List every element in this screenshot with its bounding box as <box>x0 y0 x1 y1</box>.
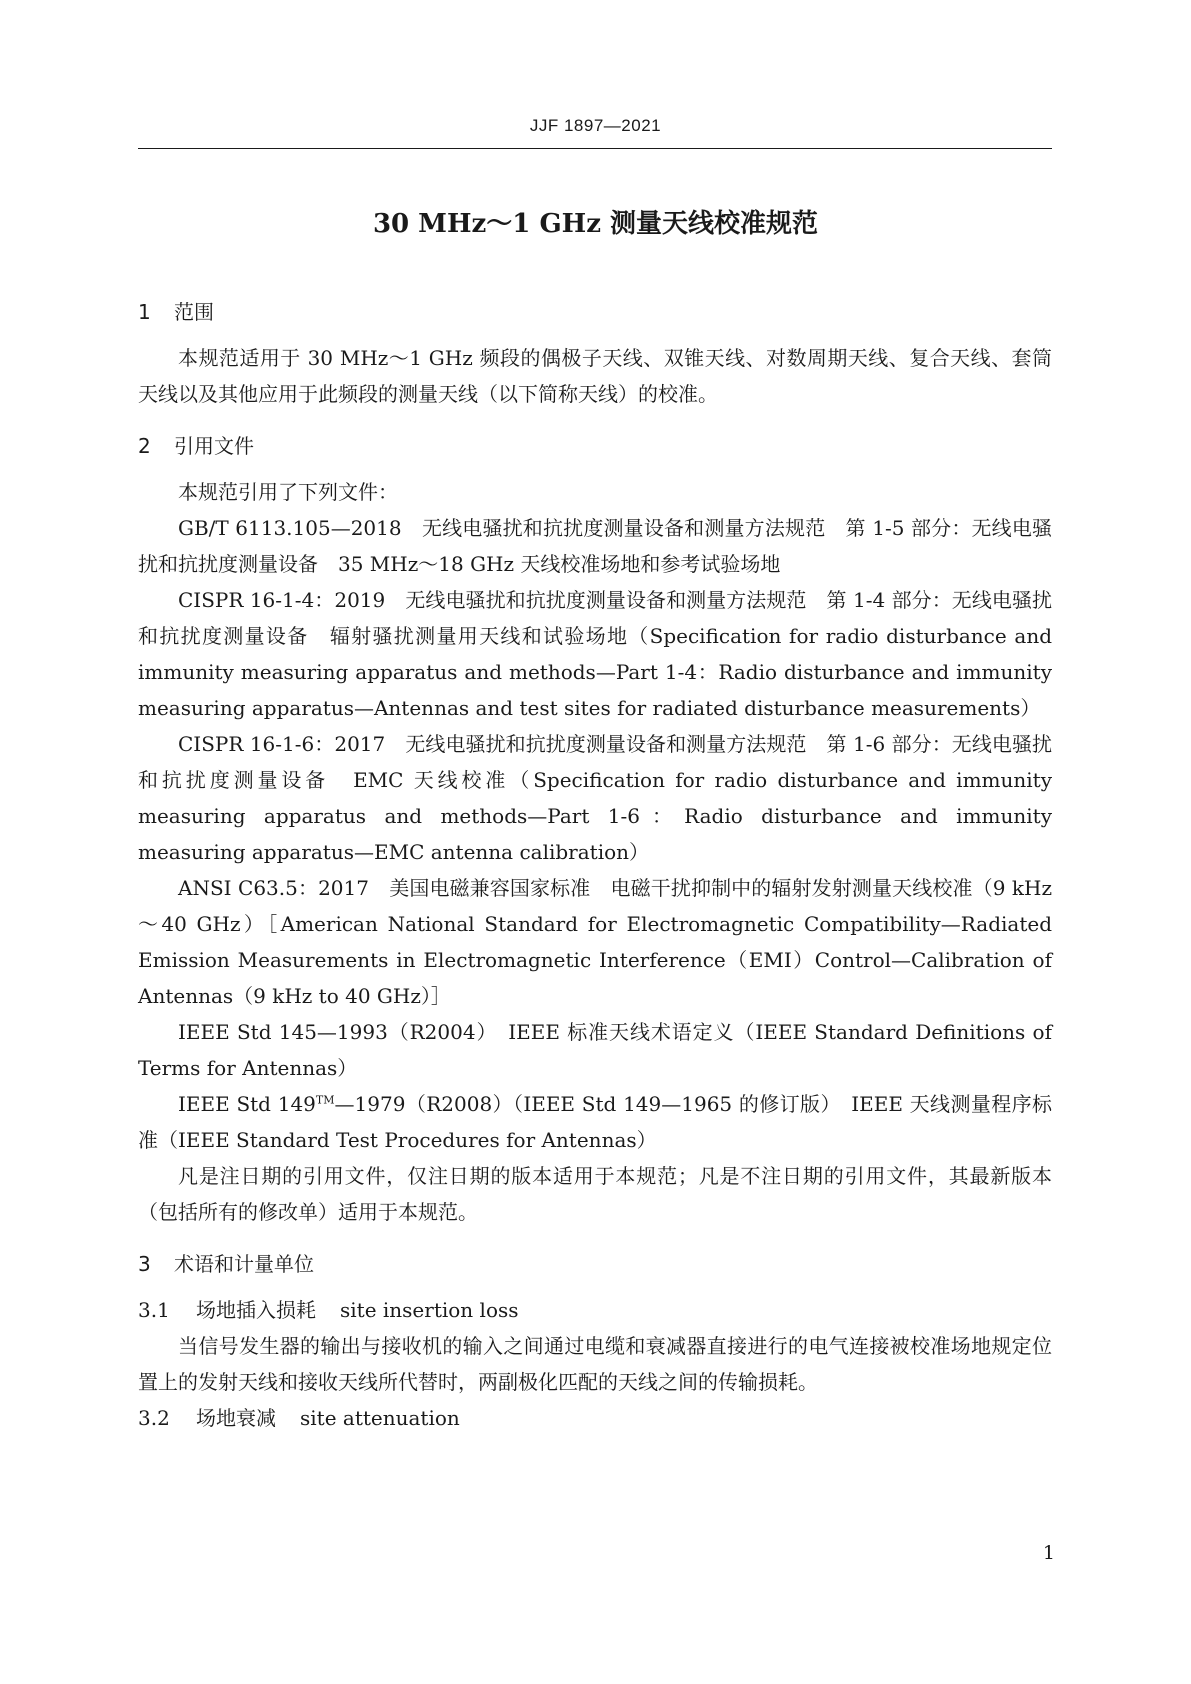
reference-item: IEEE Std 149™—1979（R2008）（IEEE Std 149—1965 的修订版） IEEE 天线测量程序标准（IEEE Standard Test Procedures for Antennas） <box>138 1092 1053 1152</box>
section-3-heading <box>138 1244 1052 1284</box>
term-english: site insertion loss <box>340 1298 519 1322</box>
section-1-heading <box>138 292 1052 332</box>
trademark-superscript: TM <box>315 1093 335 1107</box>
term-chinese: 场地插入损耗 <box>196 1298 316 1322</box>
term-heading <box>138 1400 1052 1436</box>
reference-item: ANSI C63.5：2017 美国电磁兼容国家标准 电磁干扰抑制中的辐射发射测量天线校准（9 kHz～40 GHz）［American National Standard for Electromagnetic Compatibility—Radiated Emission Measurements in Electromagnetic Interference（EMI）Control—Calibration of Antennas（9 kHz to 40 GHz）］ <box>138 876 1052 1008</box>
section-title: 术语和计量单位 <box>174 1252 314 1276</box>
term-number: 3.2 <box>138 1406 170 1430</box>
scope-paragraph: 本规范适用于 30 MHz～1 GHz 频段的偶极子天线、双锥天线、对数周期天线、复合天线、套筒天线以及其他应用于此频段的测量天线（以下简称天线）的校准。 <box>138 346 1052 406</box>
section-title: 范围 <box>174 300 214 324</box>
term-definition: 当信号发生器的输出与接收机的输入之间通过电缆和衰减器直接进行的电气连接被校准场地规定位置上的发射天线和接收天线所代替时，两副极化匹配的天线之间的传输损耗。 <box>138 1334 1052 1394</box>
reference-item: CISPR 16-1-6：2017 无线电骚扰和抗扰度测量设备和测量方法规范 第 1-6 部分：无线电骚扰和抗扰度测量设备 EMC 天线校准（Specification for radio disturbance and immunity measuring apparatus and methods—Part 1-6：Radio disturbance and immunity measuring apparatus—EMC antenna calibration） <box>138 732 1052 864</box>
section-2-heading <box>138 426 1052 466</box>
reference-item: CISPR 16-1-4：2019 无线电骚扰和抗扰度测量设备和测量方法规范 第 1-4 部分：无线电骚扰和抗扰度测量设备 辐射骚扰测量用天线和试验场地（Specification for radio disturbance and immunity measuring apparatus and methods—Part 1-4：Radio disturbance and immunity measuring apparatus—Antennas and test sites for radiated disturbance measurements） <box>138 588 1052 720</box>
standard-code: JJF 1897—2021 <box>529 116 662 135</box>
section-title: 引用文件 <box>174 434 254 458</box>
term-chinese: 场地衰减 <box>196 1406 276 1430</box>
document-title: 30 MHz～1 GHz 测量天线校准规范 <box>372 209 819 239</box>
document-body <box>138 292 1052 1436</box>
header-rule <box>138 148 1052 149</box>
page-number: 1 <box>1042 1542 1055 1564</box>
section-number: 1 <box>138 300 151 324</box>
reference-item: GB/T 6113.105—2018 无线电骚扰和抗扰度测量设备和测量方法规范 第 1-5 部分：无线电骚扰和抗扰度测量设备 35 MHz～18 GHz 天线校准场地和参考试验场地 <box>138 516 1052 576</box>
term-heading <box>138 1292 1052 1328</box>
references-intro: 本规范引用了下列文件： <box>178 480 398 504</box>
section-number: 3 <box>138 1252 151 1276</box>
term-english: site attenuation <box>300 1406 460 1430</box>
reference-item: IEEE Std 145—1993（R2004） IEEE 标准天线术语定义（IEEE Standard Definitions of Terms for Antennas） <box>138 1020 1052 1080</box>
term-number: 3.1 <box>138 1298 170 1322</box>
section-number: 2 <box>138 434 151 458</box>
references-note: 凡是注日期的引用文件，仅注日期的版本适用于本规范；凡是不注日期的引用文件，其最新版本（包括所有的修改单）适用于本规范。 <box>138 1164 1052 1224</box>
